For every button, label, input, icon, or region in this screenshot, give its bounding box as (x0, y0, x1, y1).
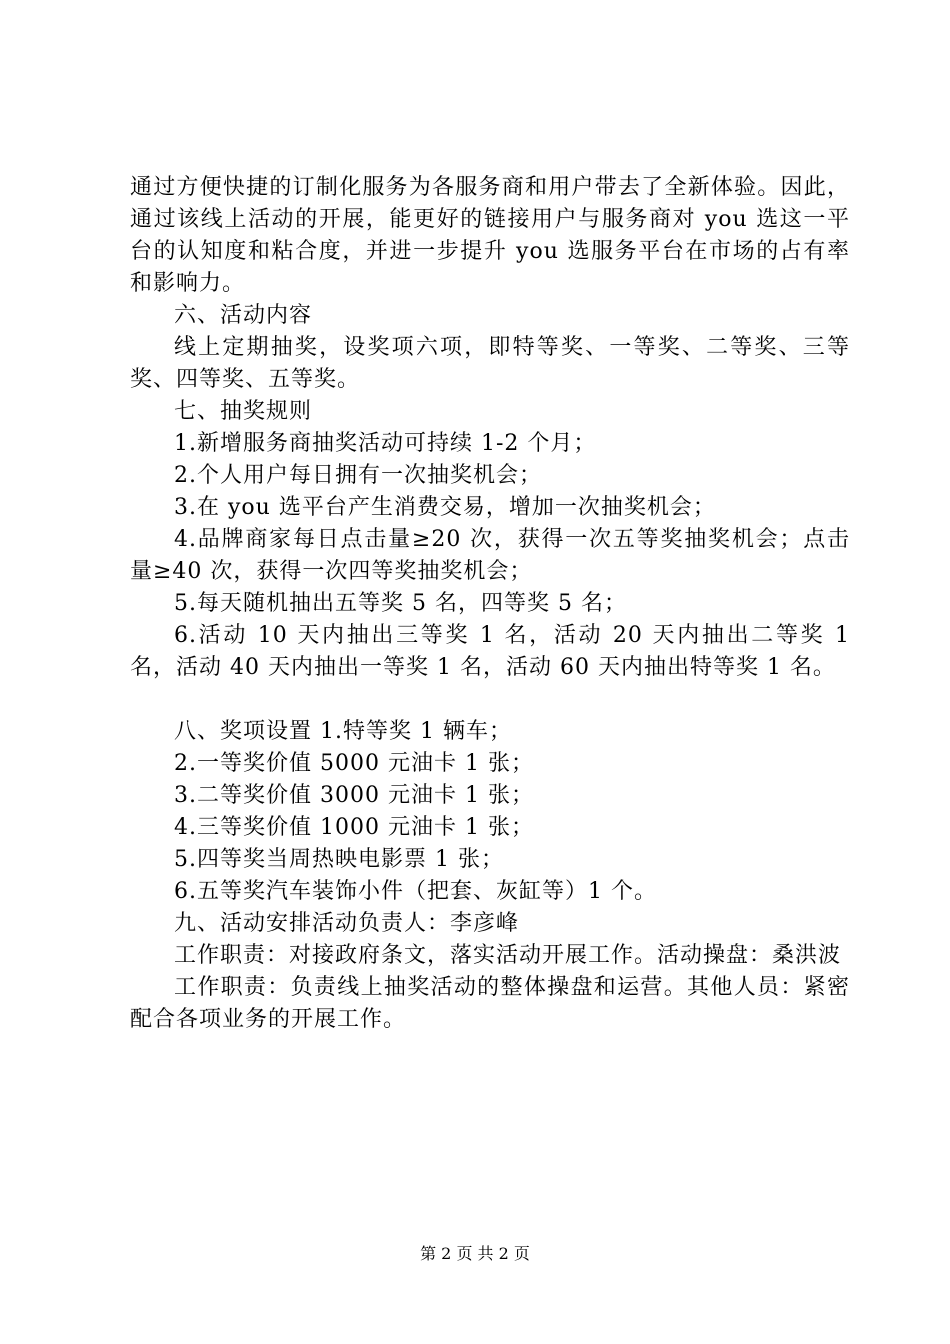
heading-activity-arrangement: 九、活动安排活动负责人：李彦峰 (174, 911, 520, 936)
page-footer (0, 1244, 950, 1264)
paragraph-activity-content: 线上定期抽奖，设奖项六项，即特等奖、一等奖、二等奖、三等奖、四等奖、五等奖。 (130, 335, 850, 392)
prize-item-3: 3.二等奖价值 3000 元油卡 1 张； (174, 783, 534, 808)
blank-line (130, 684, 850, 716)
heading-lottery-rules: 七、抽奖规则 (174, 399, 313, 424)
heading-activity-content: 六、活动内容 (174, 303, 313, 328)
heading-prize-settings: 八、奖项设置 1.特等奖 1 辆车； (174, 719, 512, 744)
paragraph-intro: 通过方便快捷的订制化服务为各服务商和用户带去了全新体验。因此，通过该线上活动的开展，能更好的链接用户与服务商对 you 选这一平台的认知度和粘合度，并进一步提升 you 选服务平台在市场的占有率和影响力。 (130, 175, 850, 296)
prize-item-2: 2.一等奖价值 5000 元油卡 1 张； (174, 751, 534, 776)
prize-item-6: 6.五等奖汽车装饰小件（把套、灰缸等）1 个。 (174, 879, 657, 904)
rule-item-2: 2.个人用户每日拥有一次抽奖机会； (174, 463, 542, 488)
prize-item-4: 4.三等奖价值 1000 元油卡 1 张； (174, 815, 534, 840)
rule-item-1: 1.新增服务商抽奖活动可持续 1-2 个月； (174, 431, 597, 456)
rule-item-6: 6.活动 10 天内抽出三等奖 1 名，活动 20 天内抽出二等奖 1 名，活动 40 天内抽出一等奖 1 名，活动 60 天内抽出特等奖 1 名。 (130, 623, 850, 680)
paragraph-duty-1: 工作职责：对接政府条文，落实活动开展工作。活动操盘：桑洪波 (174, 943, 842, 968)
page-number: 第 2 页 共 2 页 (420, 1244, 530, 1263)
rule-item-5: 5.每天随机抽出五等奖 5 名，四等奖 5 名； (174, 591, 627, 616)
document-body (130, 172, 850, 1036)
rule-item-4: 4.品牌商家每日点击量≥20 次，获得一次五等奖抽奖机会；点击量≥40 次，获得一次四等奖抽奖机会； (130, 527, 850, 584)
rule-item-3: 3.在 you 选平台产生消费交易，增加一次抽奖机会； (174, 495, 716, 520)
paragraph-duty-2: 工作职责：负责线上抽奖活动的整体操盘和运营。其他人员：紧密配合各项业务的开展工作。 (130, 975, 850, 1032)
prize-item-5: 5.四等奖当周热映电影票 1 张； (174, 847, 504, 872)
